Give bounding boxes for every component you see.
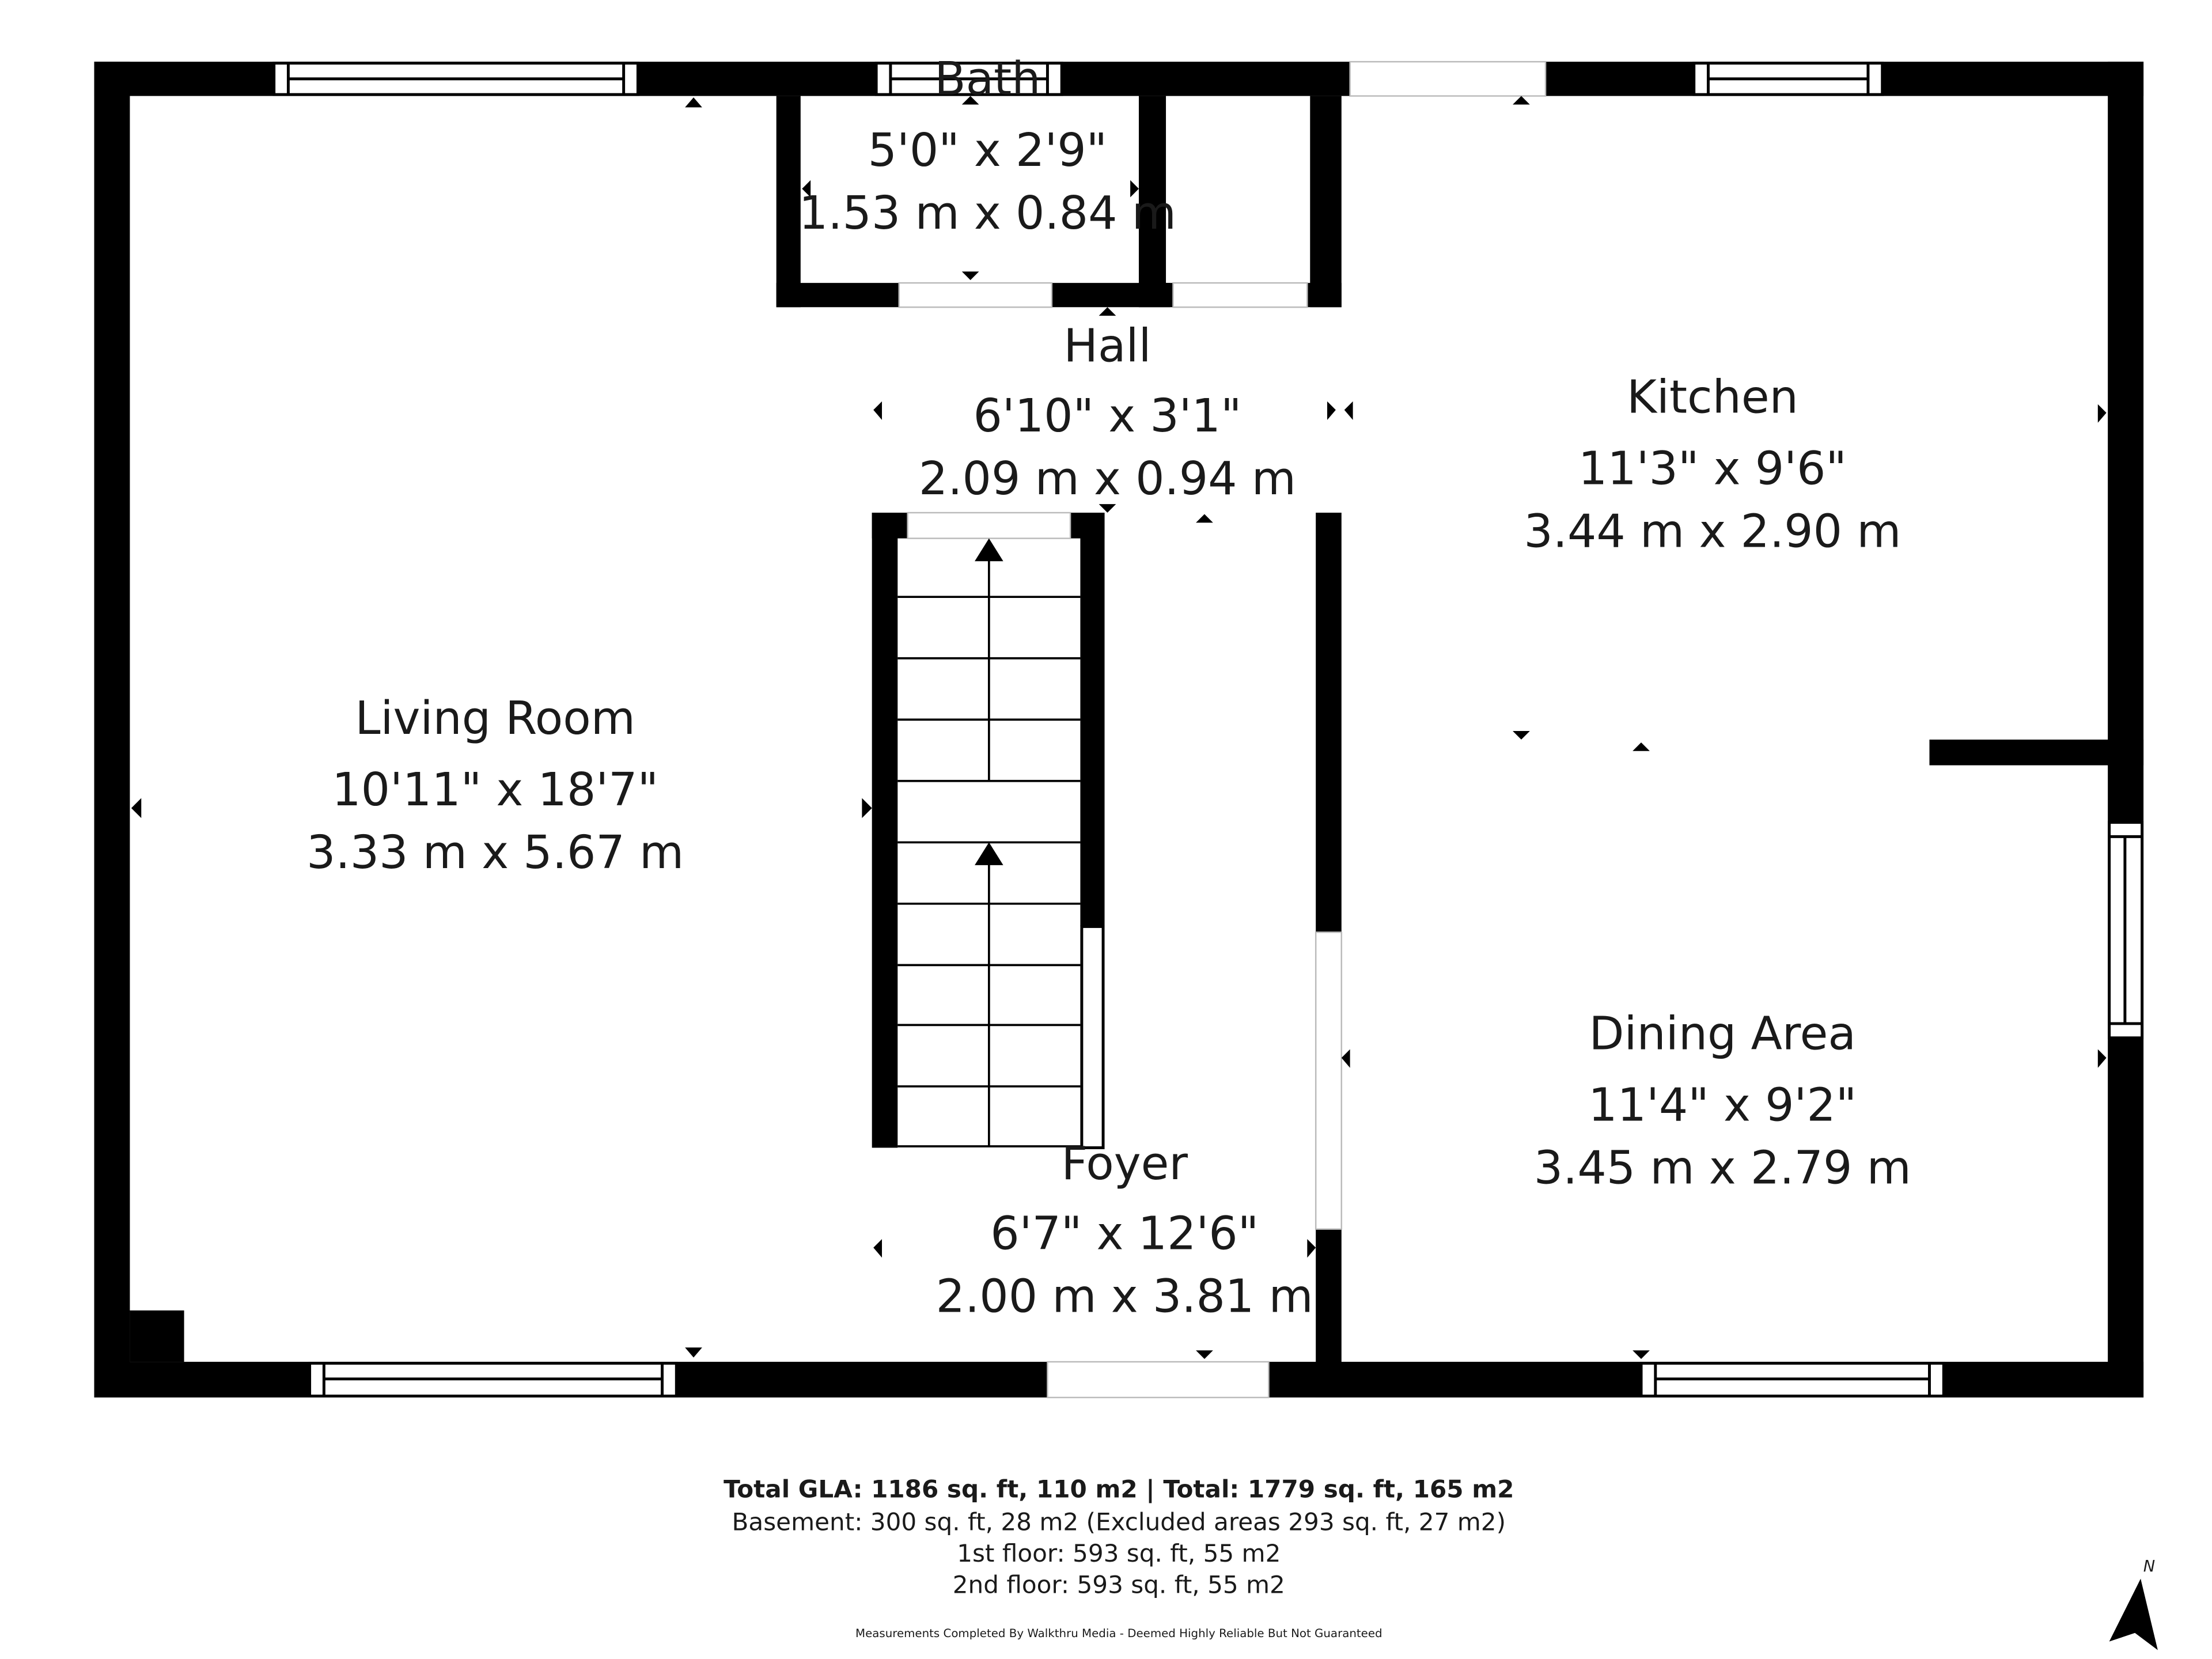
room-imperial: 11'4" x 9'2" <box>1588 1078 1857 1132</box>
room-name: Hall <box>1063 319 1152 373</box>
summary-basement: Basement: 300 sq. ft, 28 m2 (Excluded areas 293 sq. ft, 27 m2) <box>732 1508 1506 1536</box>
room-dining-area <box>1534 1007 1911 1195</box>
room-metric: 3.44 m x 2.90 m <box>1524 504 1902 558</box>
summary-first-floor: 1st floor: 593 sq. ft, 55 m2 <box>957 1539 1281 1567</box>
disclaimer: Measurements Completed By Walkthru Media - Deemed Highly Reliable But Not Guaranteed <box>855 1627 1382 1641</box>
room-metric: 2.00 m x 3.81 m <box>935 1269 1313 1323</box>
room-name: Kitchen <box>1626 370 1798 424</box>
room-foyer <box>936 1137 1313 1323</box>
summary-total: Total GLA: 1186 sq. ft, 110 m2 | Total: 1779 sq. ft, 165 m2 <box>724 1475 1514 1503</box>
north-arrow-icon <box>2109 1579 2158 1650</box>
room-name: Foyer <box>1061 1136 1188 1190</box>
room-name: Bath <box>934 52 1041 106</box>
room-metric: 2.09 m x 0.94 m <box>918 451 1297 505</box>
room-metric: 3.45 m x 2.79 m <box>1533 1141 1911 1195</box>
room-metric: 1.53 m x 0.84 m <box>798 186 1176 240</box>
compass-label: N <box>2143 1558 2156 1576</box>
room-imperial: 6'10" x 3'1" <box>973 388 1242 442</box>
compass <box>2109 1558 2158 1650</box>
room-kitchen <box>1524 370 1901 558</box>
room-imperial: 5'0" x 2'9" <box>868 123 1108 177</box>
stair-arrow-up-icon <box>975 842 1003 865</box>
room-imperial: 10'11" x 18'7" <box>332 762 659 816</box>
room-imperial: 11'3" x 9'6" <box>1578 441 1847 495</box>
room-name: Living Room <box>355 691 635 745</box>
stair-arrow-up-icon <box>975 539 1003 562</box>
room-metric: 3.33 m x 5.67 m <box>306 825 684 879</box>
room-hall <box>919 319 1296 505</box>
area-summary <box>724 1475 1514 1640</box>
openings <box>899 62 1546 1397</box>
stair-rail <box>1082 926 1103 1147</box>
room-living-room <box>306 691 684 879</box>
room-imperial: 6'7" x 12'6" <box>990 1206 1259 1260</box>
summary-second-floor: 2nd floor: 593 sq. ft, 55 m2 <box>952 1570 1285 1599</box>
room-name: Dining Area <box>1589 1006 1856 1060</box>
